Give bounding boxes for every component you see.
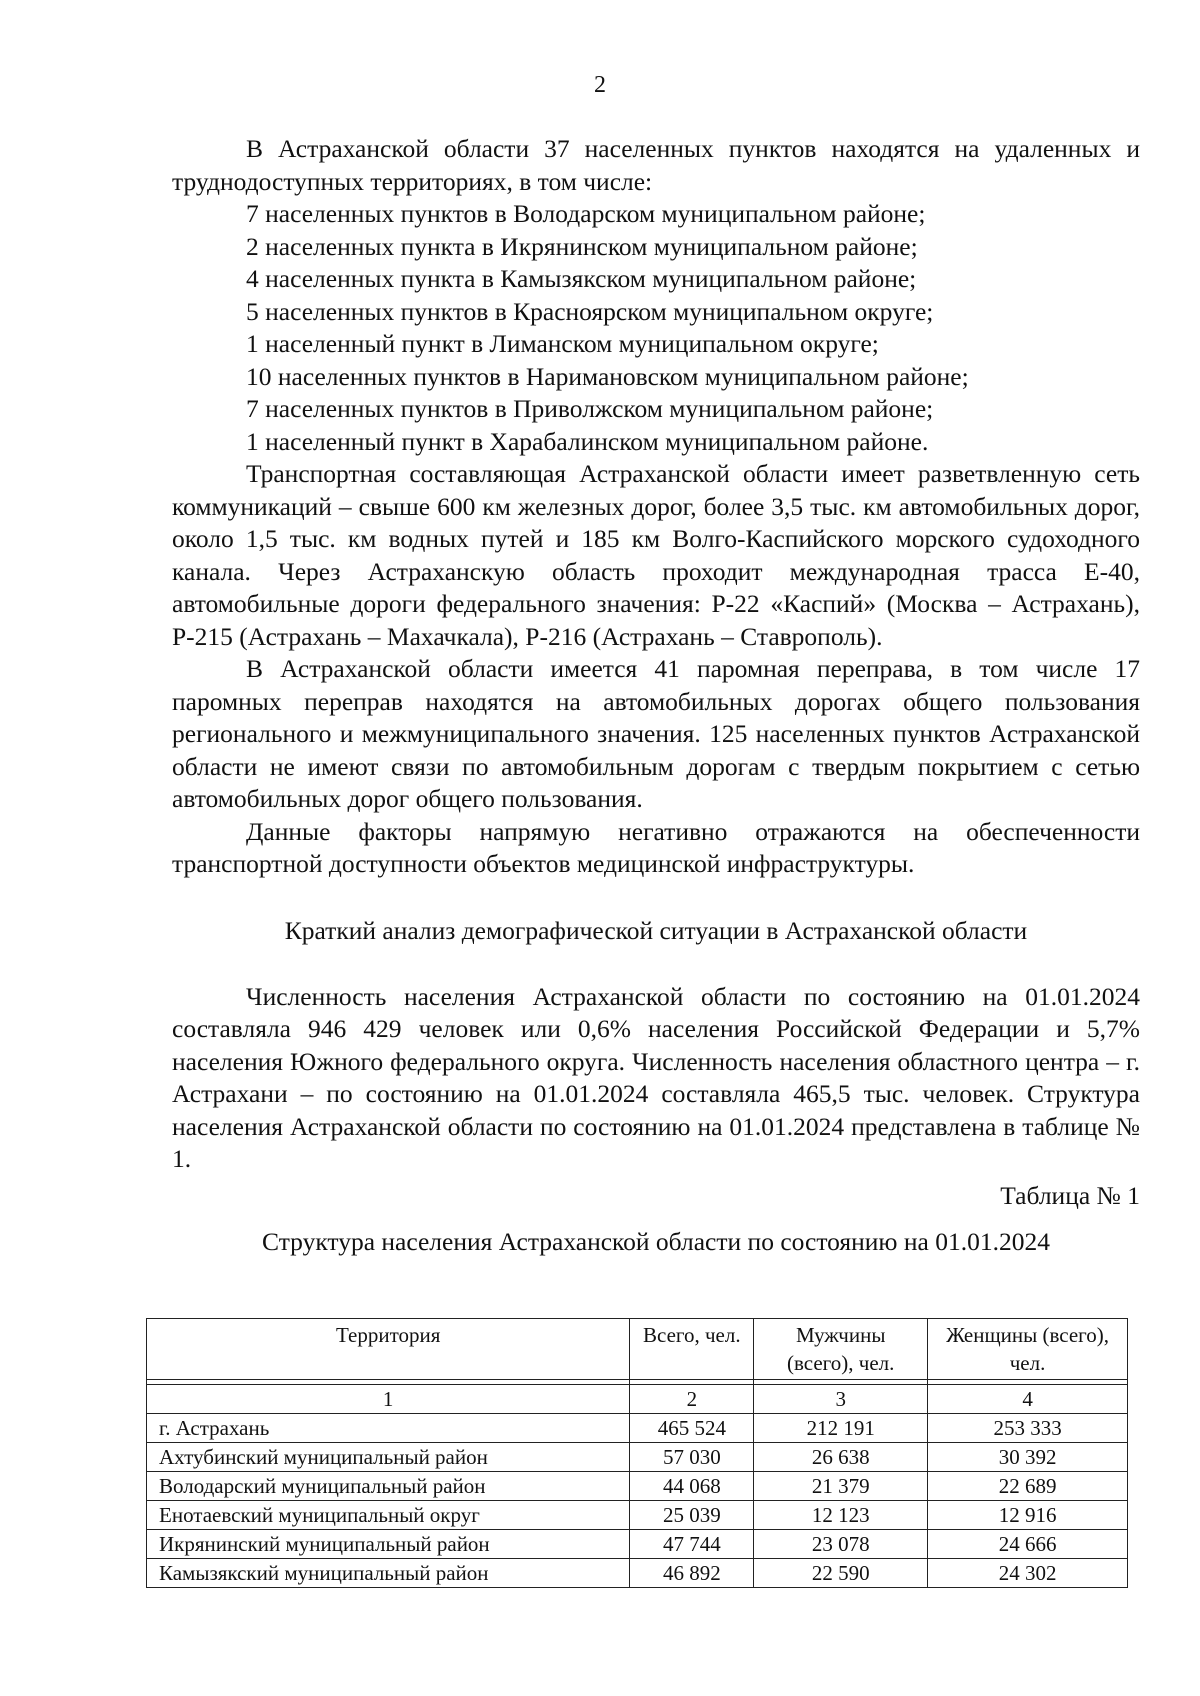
territory-cell: Енотаевский муниципальный округ	[147, 1501, 630, 1530]
table-title: Структура населения Астраханской области по состоянию на 01.01.2024	[262, 1226, 1050, 1256]
women-cell: 253 333	[928, 1414, 1128, 1443]
total-cell: 25 039	[630, 1501, 754, 1530]
women-cell: 22 689	[928, 1472, 1128, 1501]
table-row	[147, 1414, 1128, 1443]
total-cell: 465 524	[630, 1414, 754, 1443]
women-cell: 24 302	[928, 1559, 1128, 1588]
population-paragraph: Численность населения Астраханской области по состоянию на 01.01.2024 составляла 946 429 человек или 0,6% населения Российской Федерации и 5,7% населения Южного федерального округа. Численность населения областного центра – г. Астрахани – по состоянию на 01.01.2024 составляла 465,5 тыс. человек. Структура населения Астраханской области по состоянию на 01.01.2024 представлена в таблице № 1.	[172, 981, 1140, 1173]
index-cell: 4	[928, 1385, 1128, 1414]
factors-paragraph: Данные факторы напрямую негативно отражаются на обеспеченности транспортной доступности объектов медицинской инфраструктуры.	[172, 816, 1140, 878]
page-number: 2	[594, 72, 606, 98]
index-cell: 3	[754, 1385, 928, 1414]
territory-cell: г. Астрахань	[147, 1414, 630, 1443]
women-cell: 24 666	[928, 1530, 1128, 1559]
list-item: 4 населенных пункта в Камызякском муниципальном районе;	[246, 264, 917, 293]
territory-cell: Камызякский муниципальный район	[147, 1559, 630, 1588]
table-header-row	[147, 1319, 1128, 1380]
column-header-men: Мужчины (всего), чел.	[754, 1319, 928, 1380]
list-item: 10 населенных пунктов в Наримановском муниципальном районе;	[246, 361, 969, 391]
men-cell: 23 078	[754, 1530, 928, 1559]
transport-paragraph: Транспортная составляющая Астраханской области имеет разветвленную сеть коммуникаций – свыше 600 км железных дорог, более 3,5 тыс. км автомобильных дорог, около 1,5 тыс. км водных путей и 185 км Волго-Каспийского морского судоходного канала. Через Астраханскую область проходит международная трасса Е-40, автомобильные дороги федерального значения: Р-22 «Каспий» (Москва – Астрахань), Р-215 (Астрахань – Махачкала), Р-216 (Астрахань – Ставрополь).	[172, 459, 1140, 651]
intro-paragraph: В Астраханской области 37 населенных пунктов находятся на удаленных и труднодоступных территориях, в том числе:	[172, 134, 1140, 196]
list-item: 7 населенных пунктов в Володарском муниципальном районе;	[246, 199, 926, 228]
men-cell: 212 191	[754, 1414, 928, 1443]
total-cell: 57 030	[630, 1443, 754, 1472]
column-header-total: Всего, чел.	[630, 1319, 754, 1380]
column-header-territory: Территория	[147, 1319, 630, 1380]
population-table	[146, 1318, 1128, 1588]
list-item: 5 населенных пунктов в Красноярском муниципальном округе;	[246, 296, 934, 326]
table-row	[147, 1530, 1128, 1559]
territory-cell: Володарский муниципальный район	[147, 1472, 630, 1501]
table-row	[147, 1472, 1128, 1501]
men-cell: 26 638	[754, 1443, 928, 1472]
men-cell: 12 123	[754, 1501, 928, 1530]
table-label: Таблица № 1	[1000, 1180, 1140, 1210]
document-body	[172, 133, 1140, 1258]
table-row	[147, 1559, 1128, 1588]
index-cell: 1	[147, 1385, 630, 1414]
men-cell: 22 590	[754, 1559, 928, 1588]
settlements-list	[172, 198, 1140, 458]
women-cell: 12 916	[928, 1501, 1128, 1530]
total-cell: 46 892	[630, 1559, 754, 1588]
section-heading: Краткий анализ демографической ситуации в Астраханской области	[284, 915, 1028, 945]
men-cell: 21 379	[754, 1472, 928, 1501]
list-item: 7 населенных пунктов в Приволжском муниципальном районе;	[246, 394, 934, 423]
table-row	[147, 1501, 1128, 1530]
territory-cell: Ахтубинский муниципальный район	[147, 1443, 630, 1472]
total-cell: 47 744	[630, 1530, 754, 1559]
list-item: 1 населенный пункт в Харабалинском муниципальном районе.	[246, 426, 929, 456]
women-cell: 30 392	[928, 1443, 1128, 1472]
list-item: 2 населенных пункта в Икрянинском муниципальном районе;	[246, 231, 918, 261]
total-cell: 44 068	[630, 1472, 754, 1501]
table-index-row	[147, 1385, 1128, 1414]
index-cell: 2	[630, 1385, 754, 1414]
ferry-paragraph: В Астраханской области имеется 41 паромная переправа, в том числе 17 паромных переправ находятся на автомобильных дорогах общего пользования регионального и межмуниципального значения. 125 населенных пунктов Астраханской области не имеют связи по автомобильным дорогам с твердым покрытием с сетью автомобильных дорог общего пользования.	[172, 654, 1140, 813]
table-row	[147, 1443, 1128, 1472]
column-header-women: Женщины (всего), чел.	[928, 1319, 1128, 1380]
territory-cell: Икрянинский муниципальный район	[147, 1530, 630, 1559]
list-item: 1 населенный пункт в Лиманском муниципальном округе;	[246, 329, 879, 358]
